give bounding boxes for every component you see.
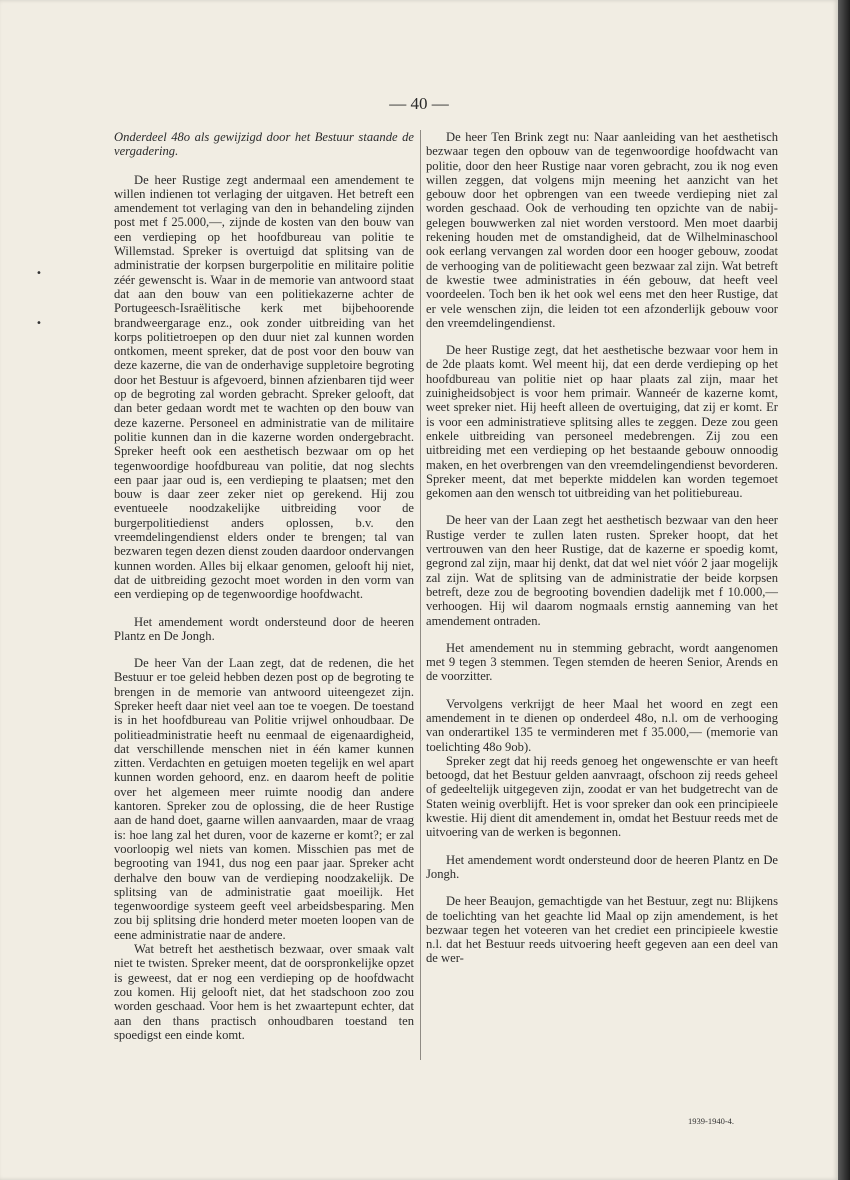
right-paragraph: Vervolgens verkrijgt de heer Maal het woord en zegt een amendement in te dienen op onderdeel 48o, n.l. om de verhooging van onderartikel 135 te verminderen met f 35.000,— (memorie van toelichting 48o 9ob). [426,696,778,754]
left-column [114,130,414,1055]
left-paragraph: Onderdeel 48o als gewijzigd door het Bestuur staande de vergadering. [114,130,414,159]
left-paragraph: Het amendement wordt ondersteund door de heeren Plantz en De Jongh. [114,614,414,643]
left-paragraph: Wat betreft het aesthetisch bezwaar, over smaak valt niet te twisten. Spreker meent, dat de oorspronkelijke opzet is geweest, dat er nog een verdieping op de hoofdwacht zou komen. Hij gelooft niet, dat het stadschoon zoo zou worden geschaad. Voor hem is het zwaartepunt echter, dat aan den thans practisch onhoudbaren toestand ten spoedigst een einde komt. [114,942,414,1042]
right-paragraph: De heer Ten Brink zegt nu: Naar aanleiding van het aesthetisch bezwaar tegen den opbouw van de tegenwoordige hoofdwacht van politie, door den heer Rustige naar voren gebracht, zou ik nog even willen zeggen, dat volgens mijn meening het aanzicht van het gebouw door het opbrengen van een tweede verdieping niet zal worden geschaad. Ook de verhouding ten opzichte van de nabij-gelegen bouwwerken zal niet worden verstoord. Men moet daarbij rekening houden met de omstandigheid, dat de Wilhelminaschool ook eerlang vervangen zal worden door een hooger gebouw, zoodat de verhooging van de politiewacht geen bezwaar zal zijn. Wat betreft de kwestie twee administraties in één gebouw, dat heeft veel voordeelen. Toch ben ik het ook wel eens met den heer Rustige, dat er vele wenschen zijn, die leiden tot een afzonderlijk gebouw voor den vreemdelingendienst. [426,130,778,330]
margin-mark: • [36,268,42,279]
footer-code: 1939-1940-4. [688,1116,735,1126]
scan-edge [838,0,850,1180]
left-paragraph: De heer Van der Laan zegt, dat de redenen, die het Bestuur er toe geleid hebben dezen post op de begroting te brengen in de memorie van antwoord uiteengezet zijn. Spreker heeft daar niet veel aan toe te voegen. De toestand is in het hoofdbureau van Politie vrijwel onhoudbaar. De politieadministratie heeft nu eenmaal de eigenaardigheid, dat verschillende menschen niet in één kamer kunnen zitten. Verdachten en getuigen moeten tegelijk en wel apart kunnen worden gehoord, enz. en daarom heeft de politie over het algemeen meer ruimte noodig dan andere kantoren. Spreker zou de oplossing, die de heer Rustige aan de hand doet, gaarne willen aanvaarden, maar de vraag is: hoe lang zal het duren, voor de kazerne er komt?; er zal voorloopig wel niets van komen. Misschien pas met de begrooting van 1941, dus nog een paar jaar. Spreker acht derhalve den bouw van de verdieping noodzakelijk. De splitsing van de administratie gaat moeilijk. Het tegenwoordige systeem geeft veel arbeidsbesparing. Men zou bij splitsing drie honderd meter moeten loopen van de eene administratie naar de andere. [114,656,414,942]
right-paragraph: Spreker zegt dat hij reeds genoeg het ongewenschte er van heeft betoogd, dat het Bestuur gelden aanvraagt, ofschoon zij reeds geheel of gedeeltelijk uitgegeven zijn, zoodat er van het budgetrecht van de Staten weinig overblijft. Het is voor spreker dan ook een principieele kwestie. Hij dient dit amendement in, omdat het Bestuur reeds met de uitvoering van de werken is begonnen. [426,753,778,840]
margin-mark: • [36,318,42,329]
right-paragraph: Het amendement wordt ondersteund door de heeren Plantz en De Jongh. [426,852,778,881]
right-paragraph: De heer Rustige zegt, dat het aesthetische bezwaar voor hem in de 2de plaats komt. Wel meent hij, dat een derde verdieping op het hoofdbureau van politie niet op haar plaats zal zijn, maar het zuinigheidsobject is voor hem primair. Wanneér de kazerne komt, weet spreker niet. Hij heeft alleen de overtuiging, dat zij er komt. Er is voor een administratieve splitsing alles te zeggen. Deze zou geen enkele uitbreiding van personeel medebrengen. Zij zou een uitbreiding met een verdieping op het bestaande gebouw onnoodig maken, en het overbrengen van den vreemdelingendienst bevorderen. Spreker meent, dat met beperkte middelen kan worden tegemoet gekomen aan den wensch tot uitbreiding van het politiebureau. [426,343,778,501]
column-divider [420,130,421,1060]
right-paragraph: Het amendement nu in stemming gebracht, wordt aangenomen met 9 tegen 3 stemmen. Tegen stemden de heeren Senior, Arends en de voorzitter. [426,640,778,684]
right-paragraph: De heer Beaujon, gemachtigde van het Bestuur, zegt nu: Blijkens de toelichting van het geachte lid Maal op zijn amendement, is het bezwaar tegen het voteeren van het crediet een principieele kwestie n.l. dat het Bestuur reeds uitvoering heeft gegeven aan een deel van de wer- [426,894,778,966]
page-number: — 40 — [389,94,449,113]
right-column [426,130,778,979]
right-paragraph: De heer van der Laan zegt het aesthetisch bezwaar van den heer Rustige verder te zullen laten rusten. Spreker hoopt, dat het vertrouwen van den heer Rustige, dat de kazerne er spoedig komt, gegrond zal zijn, maar hij denkt, dat dat wel niet vóór 2 jaar mogelijk zal zijn. Wat de splitsing van de administratie der beide korpsen betreft, deze zou de begrooting bovendien dadelijk met f 10.000,— verhoogen. Hij wil daarom nogmaals ernstig aanneming van het amendement ontraden. [426,513,778,628]
left-paragraph: De heer Rustige zegt andermaal een amendement te willen indienen tot verlaging der uitgaven. Het betreft een amendement tot verlaging van den in behandeling zijnden post met f 25.000,—, zijnde de kosten van den bouw van een verdieping op het hoofdbureau van politie te Willemstad. Spreker is overtuigd dat splitsing van de administratie der korpsen burgerpolitie en militaire politie zéér gewenscht is. Waar in de memorie van antwoord staat dat aan den bouw van een politiekazerne achter de Portugeesch-Israëlitische kerk met bijbehoorende brandweergarage enz., ook zonder uitbreiding van het korps politietroepen op den duur niet zal kunnen worden ontkomen, meent spreker, dat de post voor den bouw van deze kazerne, die van de onderhavige suppletoire begroting door het Bestuur is afgevoerd, binnen afzienbaren tijd weer op de begroting zal worden gebracht. Spreker gelooft, dat dan beter gedaan wordt met te wachten op den bouw van deze kazerne. Personeel en administratie van de militaire politie kunnen dan in die kazerne worden ondergebracht. Spreker heeft ook een aesthetisch bezwaar om op het tegenwoordige hoofdbureau van politie, dat nog slechts een paar jaar oud is, een verdieping te plaatsen; met den bouw is daar zeer zeker niet op gerekend. Hij zou eventueele noodzakelijke uitbreiding voor de burgerpolitiedienst anders oplossen, b.v. den vreemdelingendienst elders onder te brengen; tal van bezwaren tegen dezen dienst zouden daardoor ondervangen kunnen worden. Alles bij elkaar genomen, gelooft hij niet, dat de uitbreiding gezocht moet worden in den vorm van een verdieping op de tegenwoordige hoofdwacht. [114,172,415,602]
